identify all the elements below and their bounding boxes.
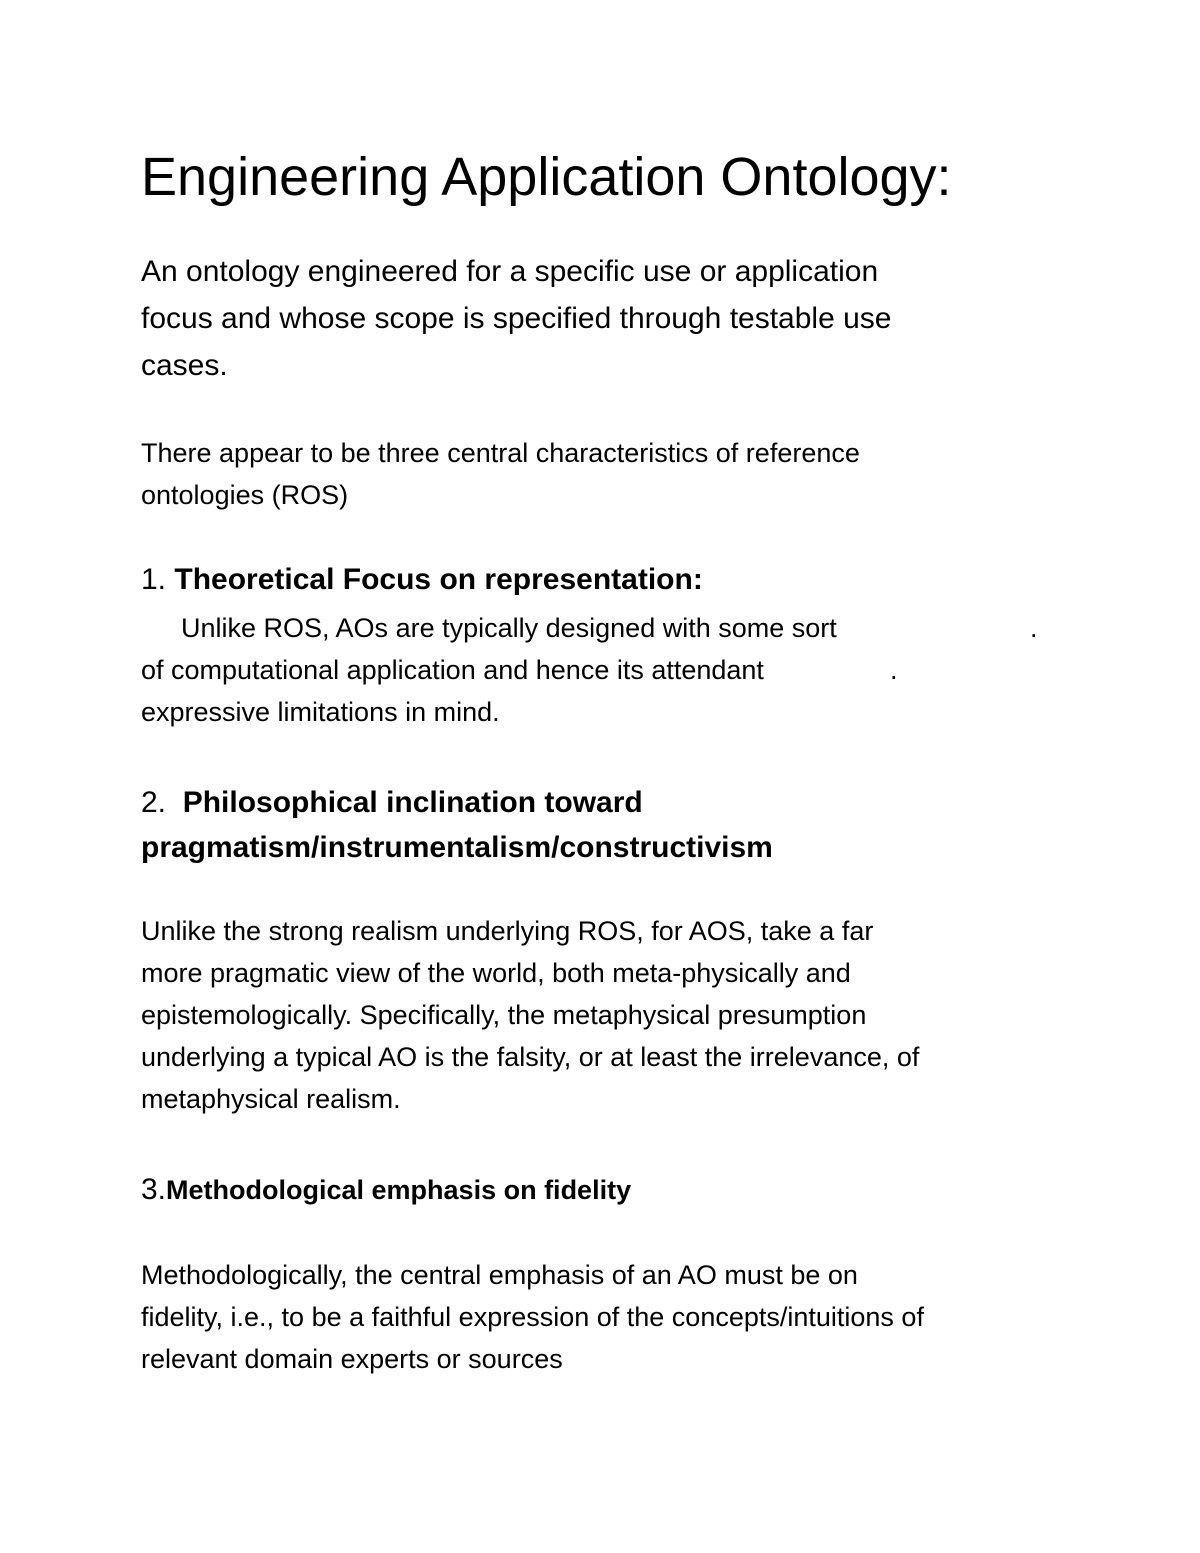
section-title: Methodological emphasis on fidelity <box>166 1175 632 1205</box>
paragraph-line: expressive limitations in mind. <box>141 697 500 727</box>
paragraph-line: relevant domain experts or sources <box>141 1344 563 1374</box>
section-title: pragmatism/instrumentalism/constructivism <box>141 831 773 864</box>
stray-period: . <box>890 655 898 685</box>
paragraph-line: Unlike the strong realism underlying ROS, for AOS, take a far <box>141 916 874 946</box>
definition-line: cases. <box>141 349 228 382</box>
stray-period: . <box>1030 613 1038 643</box>
characteristics-intro-paragraph <box>141 432 1081 516</box>
paragraph-line: There appear to be three central characteristics of reference <box>141 438 860 468</box>
paragraph-line: Methodologically, the central emphasis of an AO must be on <box>141 1260 858 1290</box>
section-2-body <box>141 910 1081 1120</box>
paragraph-line: Unlike ROS, AOs are typically designed with some sort <box>181 613 837 643</box>
section-2-heading <box>141 780 773 870</box>
section-number: 1. <box>141 563 167 596</box>
section-1-body <box>141 607 1081 733</box>
definition-line: An ontology engineered for a specific use or application <box>141 255 879 288</box>
definition-paragraph <box>141 248 1061 389</box>
section-title: Philosophical inclination toward <box>182 786 643 819</box>
paragraph-line: epistemologically. Specifically, the metaphysical presumption <box>141 1000 867 1030</box>
paragraph-line: ontologies (ROS) <box>141 480 349 510</box>
paragraph-line: underlying a typical AO is the falsity, or at least the irrelevance, of <box>141 1042 920 1072</box>
section-number: 2. <box>141 786 167 819</box>
section-3-body <box>141 1254 1081 1380</box>
page-title: Engineering Application Ontology: <box>141 147 952 207</box>
section-title: Theoretical Focus on representation: <box>174 563 703 596</box>
section-number: 3. <box>141 1173 167 1206</box>
paragraph-line: more pragmatic view of the world, both meta-physically and <box>141 958 851 988</box>
section-3-heading <box>141 1167 631 1213</box>
paragraph-line: of computational application and hence its attendant <box>141 655 764 685</box>
section-1-heading <box>141 557 703 602</box>
paragraph-line: fidelity, i.e., to be a faithful expression of the concepts/intuitions of <box>141 1302 924 1332</box>
paragraph-line: metaphysical realism. <box>141 1084 401 1114</box>
definition-line: focus and whose scope is specified through testable use <box>141 302 892 335</box>
